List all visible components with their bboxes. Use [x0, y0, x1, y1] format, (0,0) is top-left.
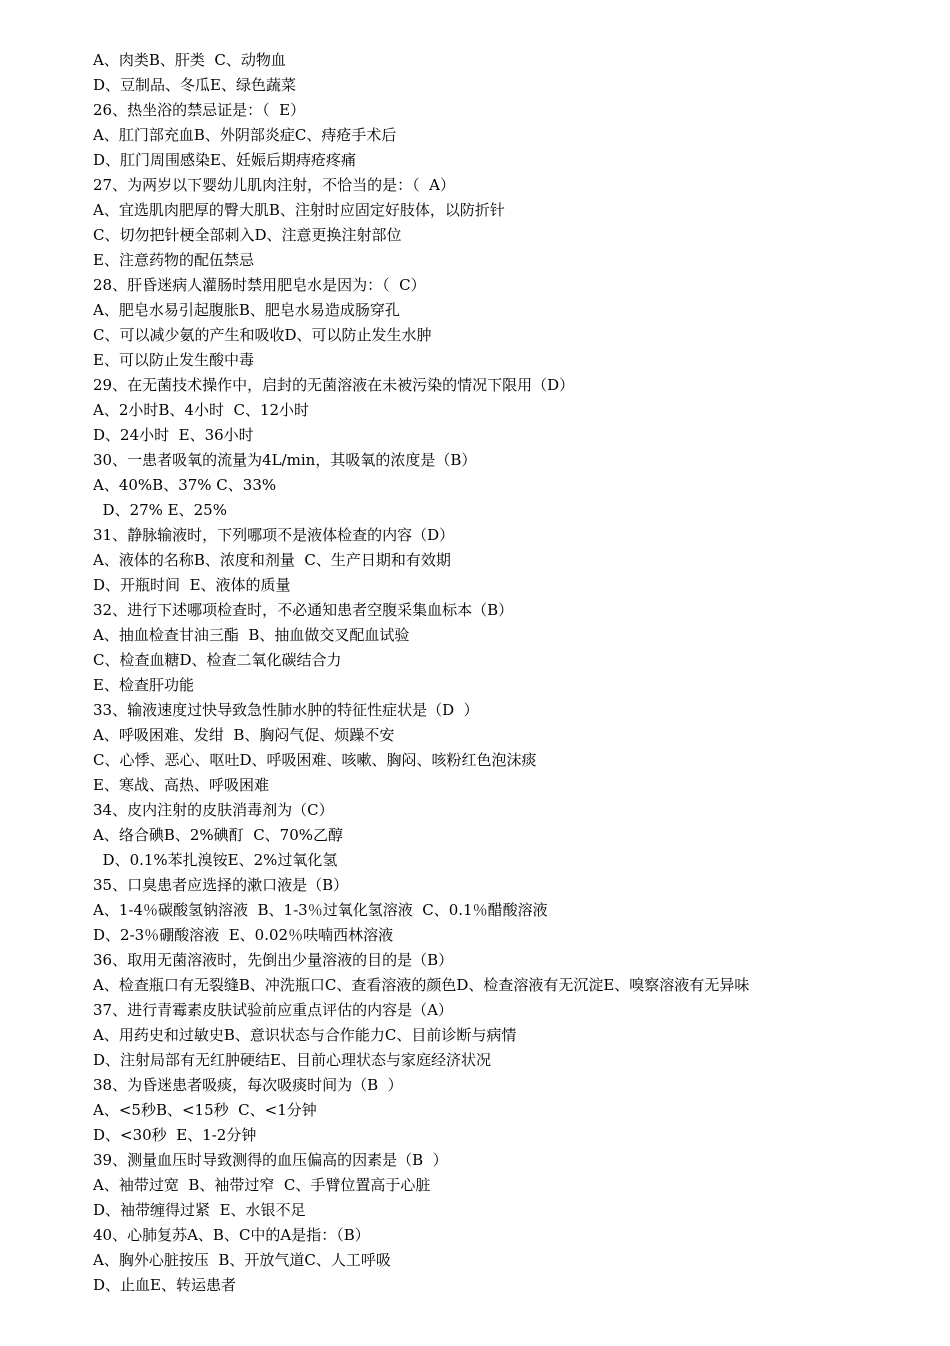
question-line: 31、静脉输液时，下列哪项不是液体检查的内容（D）: [93, 526, 455, 544]
answer-options-line: A、<5秒B、<15秒 C、<1分钟: [93, 1101, 317, 1119]
answer-options-line: A、袖带过宽 B、袖带过窄 C、手臂位置高于心脏: [93, 1176, 431, 1194]
question-line: 27、为两岁以下婴幼儿肌肉注射，不恰当的是：（ A）: [93, 176, 455, 194]
answer-options-line: D、注射局部有无红肿硬结E、目前心理状态与家庭经济状况: [93, 1051, 491, 1069]
answer-options-line: D、止血E、转运患者: [93, 1276, 236, 1294]
answer-options-line: A、肉类B、肝类 C、动物血: [93, 51, 286, 69]
answer-options-line: A、40%B、37% C、33%: [93, 476, 277, 494]
question-line: 26、热坐浴的禁忌证是：（ E）: [93, 101, 306, 119]
answer-options-line: D、开瓶时间 E、液体的质量: [93, 576, 291, 594]
answer-options-line: A、胸外心脏按压 B、开放气道C、人工呼吸: [93, 1251, 391, 1269]
question-line: 40、心肺复苏A、B、C中的A是指：（B）: [93, 1226, 370, 1244]
answer-options-line: D、袖带缠得过紧 E、水银不足: [93, 1201, 306, 1219]
question-line: 28、肝昏迷病人灌肠时禁用肥皂水是因为：（ C）: [93, 276, 426, 294]
answer-options-line: C、检查血糖D、检查二氧化碳结合力: [93, 651, 342, 669]
answer-options-line: A、1-4％碳酸氢钠溶液 B、1-3％过氧化氢溶液 C、0.1％醋酸溶液: [93, 901, 548, 919]
answer-options-line: A、宜选肌肉肥厚的臀大肌B、注射时应固定好肢体，以防折针: [93, 201, 505, 219]
answer-options-line: E、可以防止发生酸中毒: [93, 351, 254, 369]
answer-options-line: D、<30秒 E、1-2分钟: [93, 1126, 257, 1144]
answer-options-line: A、2小时B、4小时 C、12小时: [93, 401, 310, 419]
question-line: 33、输液速度过快导致急性肺水肿的特征性症状是（D ）: [93, 701, 479, 719]
question-line: 38、为昏迷患者吸痰，每次吸痰时间为（B ）: [93, 1076, 403, 1094]
answer-options-line: C、心悸、恶心、呕吐D、呼吸困难、咳嗽、胸闷、咳粉红色泡沫痰: [93, 751, 537, 769]
answer-options-line: E、检查肝功能: [93, 676, 194, 694]
answer-options-line: D、0.1%苯扎溴铵E、2%过氧化氢: [93, 851, 338, 869]
question-line: 35、口臭患者应选择的漱口液是（B）: [93, 876, 349, 894]
question-line: 29、在无菌技术操作中，启封的无菌溶液在未被污染的情况下限用（D）: [93, 376, 575, 394]
question-line: 39、测量血压时导致测得的血压偏高的因素是（B ）: [93, 1151, 448, 1169]
answer-options-line: A、呼吸困难、发绀 B、胸闷气促、烦躁不安: [93, 726, 395, 744]
answer-options-line: A、抽血检查甘油三酯 B、抽血做交叉配血试验: [93, 626, 410, 644]
answer-options-line: D、肛门周围感染E、妊娠后期痔疮疼痛: [93, 151, 356, 169]
answer-options-line: A、肥皂水易引起腹胀B、肥皂水易造成肠穿孔: [93, 301, 400, 319]
question-line: 34、皮内注射的皮肤消毒剂为（C）: [93, 801, 334, 819]
answer-options-line: A、用药史和过敏史B、意识状态与合作能力C、目前诊断与病情: [93, 1026, 517, 1044]
answer-options-line: A、检查瓶口有无裂缝B、冲洗瓶口C、查看溶液的颜色D、检查溶液有无沉淀E、嗅察溶液有无异味: [93, 976, 750, 994]
answer-options-line: D、豆制品、冬瓜E、绿色蔬菜: [93, 76, 296, 94]
answer-options-line: A、肛门部充血B、外阴部炎症C、痔疮手术后: [93, 126, 397, 144]
answer-options-line: D、27% E、25%: [93, 501, 227, 519]
answer-options-line: A、液体的名称B、浓度和剂量 C、生产日期和有效期: [93, 551, 451, 569]
answer-options-line: D、24小时 E、36小时: [93, 426, 254, 444]
question-line: 32、进行下述哪项检查时，不必通知患者空腹采集血标本（B）: [93, 601, 514, 619]
answer-options-line: C、切勿把针梗全部刺入D、注意更换注射部位: [93, 226, 402, 244]
answer-options-line: E、寒战、高热、呼吸困难: [93, 776, 269, 794]
question-line: 30、一患者吸氧的流量为4L/min，其吸氧的浓度是（B）: [93, 451, 477, 469]
answer-options-line: A、络合碘B、2%碘酊 C、70%乙醇: [93, 826, 344, 844]
question-line: 36、取用无菌溶液时，先倒出少量溶液的目的是（B）: [93, 951, 454, 969]
answer-options-line: D、2-3％硼酸溶液 E、0.02％呋喃西林溶液: [93, 926, 394, 944]
answer-options-line: E、注意药物的配伍禁忌: [93, 251, 254, 269]
document-page: [93, 48, 923, 1298]
answer-options-line: C、可以减少氨的产生和吸收D、可以防止发生水肿: [93, 326, 432, 344]
question-line: 37、进行青霉素皮肤试验前应重点评估的内容是（A）: [93, 1001, 453, 1019]
